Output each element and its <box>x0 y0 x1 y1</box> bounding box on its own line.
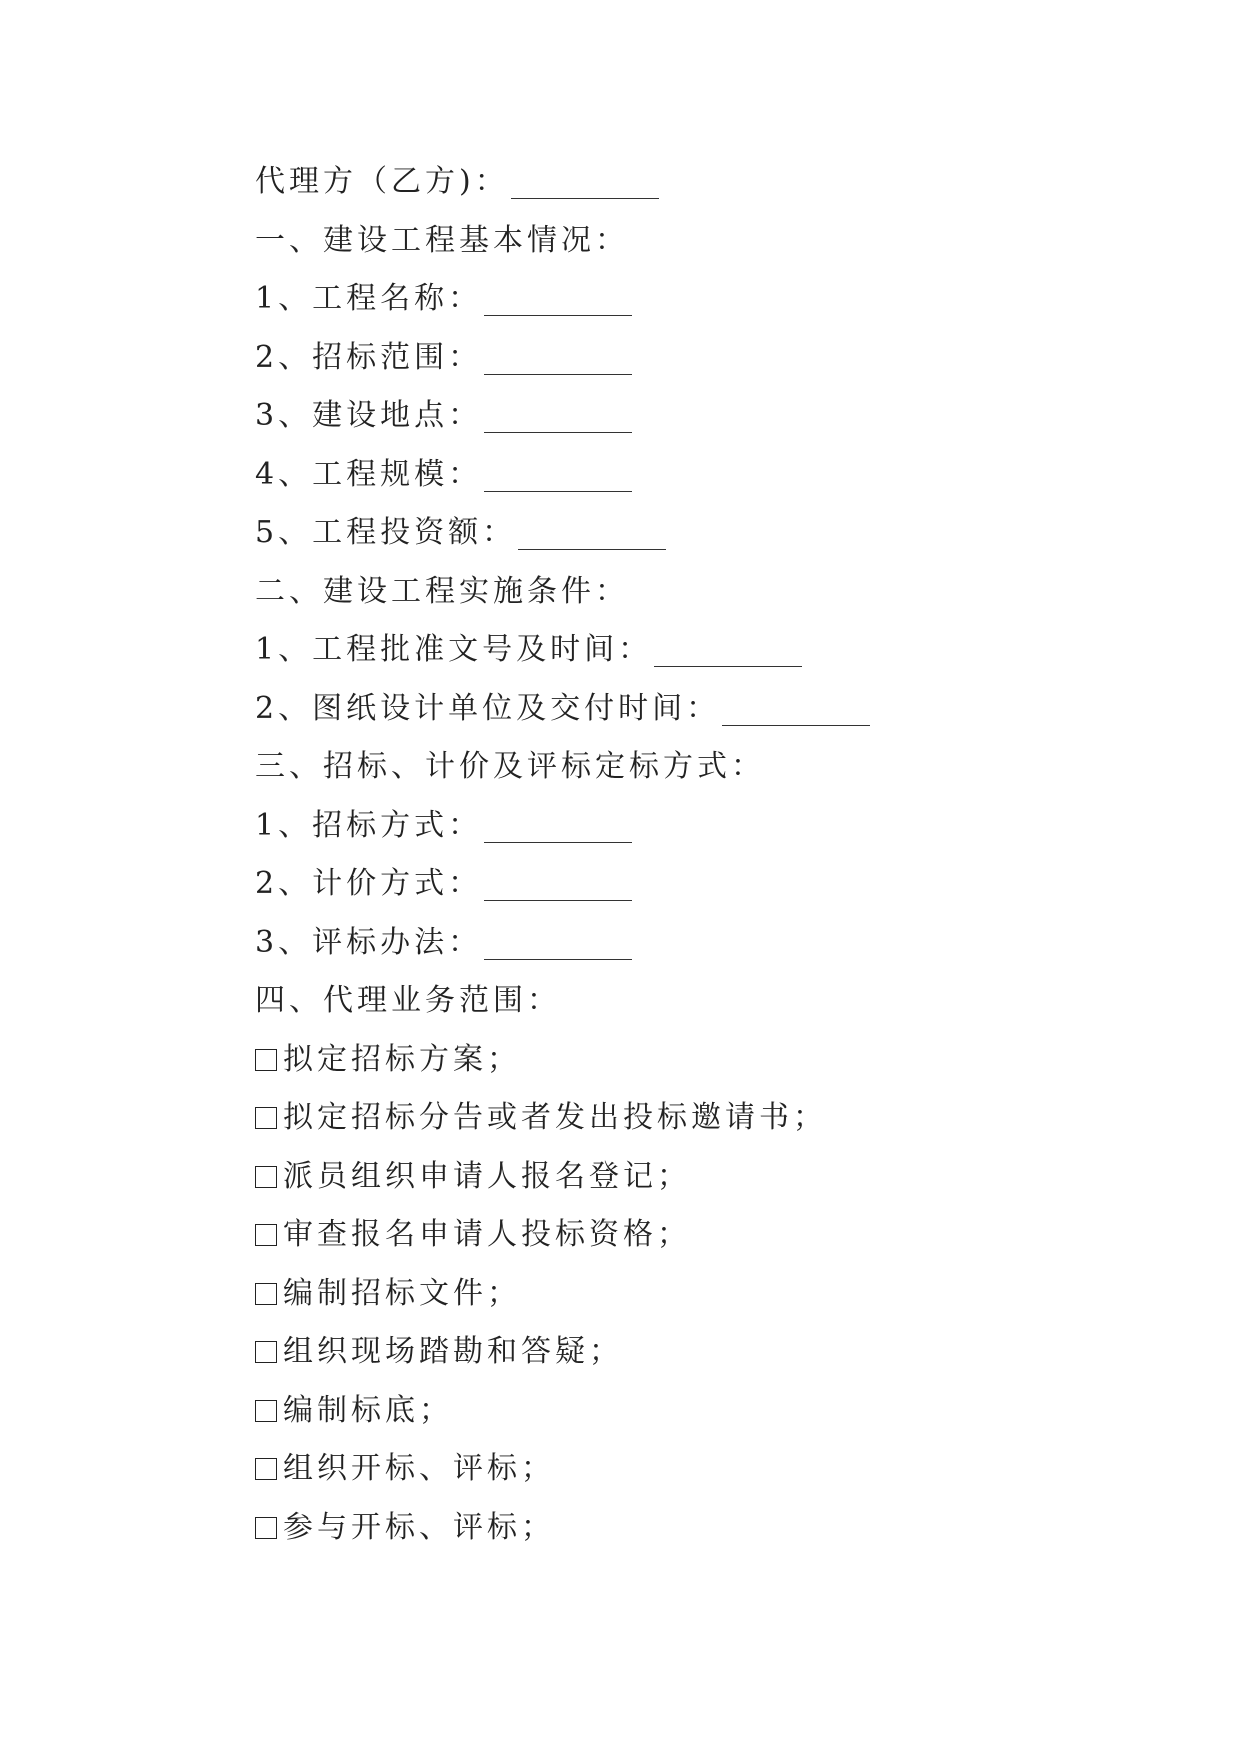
party-b-blank <box>511 168 659 199</box>
evaluation-method-blank <box>484 929 632 960</box>
scope-item-tender-notice <box>255 1096 1155 1155</box>
checkbox[interactable] <box>255 1341 277 1363</box>
checkbox[interactable] <box>255 1166 277 1188</box>
section-3-heading-text: 三、招标、计价及评标定标方式： <box>255 749 765 784</box>
construction-site-label: 3、建设地点： <box>255 398 483 433</box>
project-name-line <box>255 277 1155 336</box>
pricing-method-blank <box>484 870 632 901</box>
tender-scope-line <box>255 336 1155 395</box>
scope-item-qualification-review <box>255 1213 1155 1272</box>
scope-item-registration <box>255 1155 1155 1214</box>
scope-item-label: 派员组织申请人报名登记； <box>283 1158 691 1194</box>
checkbox[interactable] <box>255 1458 277 1480</box>
party-b-line <box>255 160 1155 219</box>
scope-item-label: 拟定招标方案； <box>283 1041 521 1077</box>
section-2-heading <box>255 570 1155 629</box>
document-body <box>255 160 1155 1564</box>
scope-item-label: 拟定招标分告或者发出投标邀请书； <box>283 1100 827 1135</box>
party-b-label: 代理方（乙方)： <box>255 164 509 199</box>
scope-item-organize-opening <box>255 1447 1155 1506</box>
design-unit-line <box>255 687 1155 746</box>
scope-item-label: 编制招标文件； <box>283 1275 521 1311</box>
scope-item-label: 组织开标、评标； <box>283 1451 555 1486</box>
tender-method-label: 1、招标方式： <box>255 807 483 843</box>
pricing-method-line <box>255 862 1155 921</box>
approval-number-line <box>255 628 1155 687</box>
checkbox[interactable] <box>255 1049 277 1071</box>
section-4-heading-text: 四、代理业务范围： <box>255 983 561 1018</box>
scope-item-label: 组织现场踏勘和答疑； <box>283 1334 623 1369</box>
construction-site-blank <box>484 402 632 433</box>
project-name-label: 1、工程名称： <box>255 281 483 316</box>
project-scale-line <box>255 453 1155 512</box>
design-unit-label: 2、图纸设计单位及交付时间： <box>255 690 721 726</box>
tender-scope-blank <box>484 344 632 375</box>
scope-item-site-survey <box>255 1330 1155 1389</box>
checkbox[interactable] <box>255 1517 277 1539</box>
tender-scope-label: 2、招标范围： <box>255 339 483 375</box>
approval-number-blank <box>654 636 802 667</box>
project-scale-blank <box>484 461 632 492</box>
scope-item-label: 参与开标、评标； <box>283 1509 555 1545</box>
investment-amount-line <box>255 511 1155 570</box>
scope-item-tender-plan <box>255 1038 1155 1097</box>
section-1-heading <box>255 219 1155 278</box>
section-1-heading-text: 一、建设工程基本情况： <box>255 222 629 258</box>
pricing-method-label: 2、计价方式： <box>255 866 483 901</box>
section-4-heading <box>255 979 1155 1038</box>
project-name-blank <box>484 285 632 316</box>
approval-number-label: 1、工程批准文号及时间： <box>255 632 653 667</box>
tender-method-line <box>255 804 1155 863</box>
investment-amount-blank <box>518 519 666 550</box>
section-3-heading <box>255 745 1155 804</box>
construction-site-line <box>255 394 1155 453</box>
checkbox[interactable] <box>255 1107 277 1129</box>
checkbox[interactable] <box>255 1224 277 1246</box>
scope-item-base-price <box>255 1389 1155 1448</box>
scope-item-participate-opening <box>255 1506 1155 1565</box>
design-unit-blank <box>722 695 870 726</box>
scope-item-label: 审查报名申请人投标资格； <box>283 1217 691 1252</box>
scope-item-label: 编制标底； <box>283 1392 453 1428</box>
tender-method-blank <box>484 812 632 843</box>
investment-amount-label: 5、工程投资额： <box>255 515 517 550</box>
checkbox[interactable] <box>255 1400 277 1422</box>
evaluation-method-line <box>255 921 1155 980</box>
section-2-heading-text: 二、建设工程实施条件： <box>255 573 629 609</box>
checkbox[interactable] <box>255 1283 277 1305</box>
scope-item-tender-documents <box>255 1272 1155 1331</box>
project-scale-label: 4、工程规模： <box>255 456 483 492</box>
evaluation-method-label: 3、评标办法： <box>255 924 483 960</box>
